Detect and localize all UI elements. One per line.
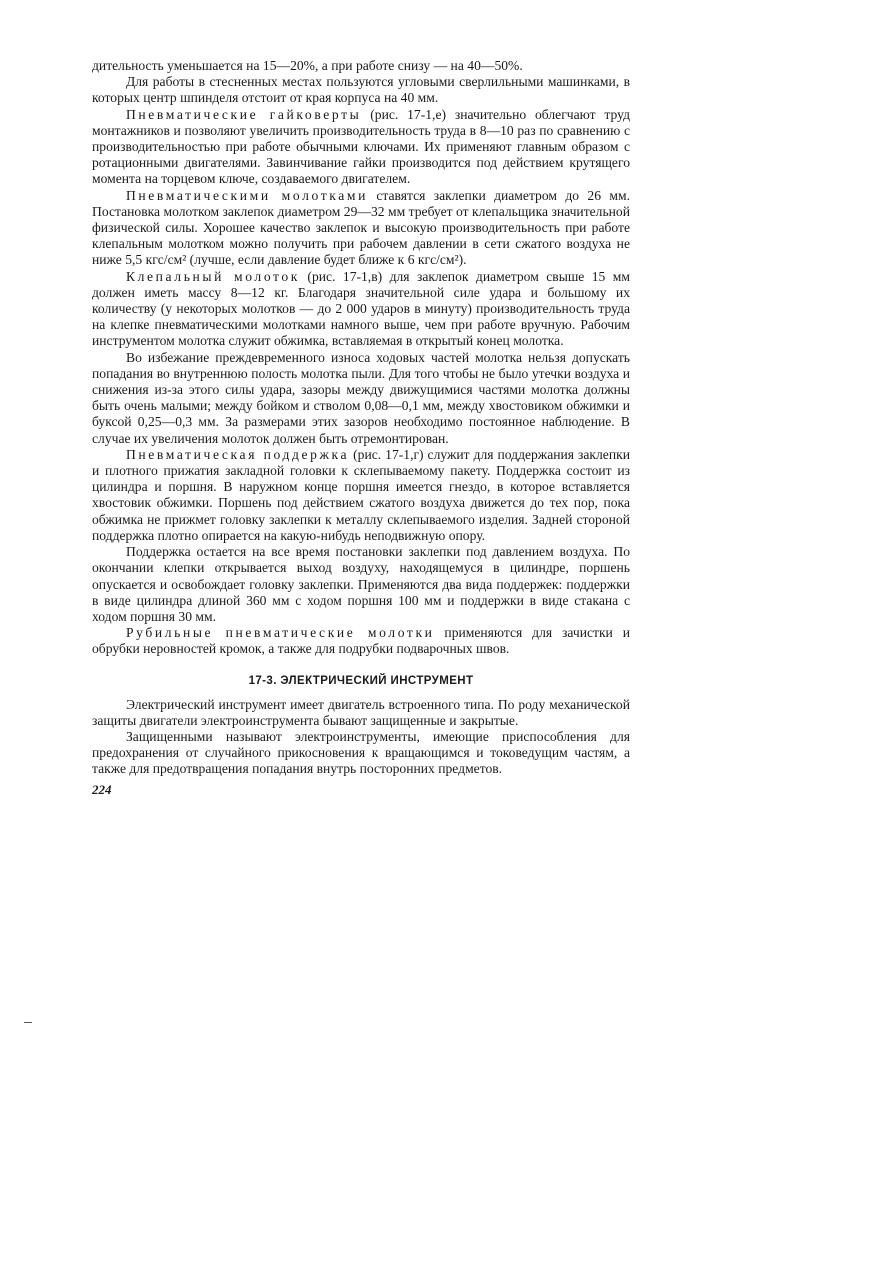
term-chipping-hammers: Рубильные пневматические молотки [126, 625, 435, 641]
term-nutrunners: Пневматические гайковерты [126, 106, 362, 122]
margin-mark [24, 1022, 32, 1023]
paragraph-4: Пневматическими молотками ставятся заклепки диаметром до 26 мм. Постановка молотком заклепок диаметром 29—32 мм требует от клепальщика значительной физической силы. Хорошее качество заклепок и высокую производительность при работе клепальным молотком можно получить при рабочем давлении в сети сжатого воздуха не ниже 5,5 кгс/см² (лучше, если давление будет ближе к 6 кгс/см²). [92, 187, 630, 268]
paragraph-1: дительность уменьшается на 15—20%, а при работе снизу — на 40—50%. [92, 58, 523, 73]
paragraph-5: Клепальный молоток (рис. 17-1,в) для заклепок диаметром свыше 15 мм должен иметь массу 8—12 кг. Благодаря значительной силе удара и большому их количеству (у некоторых молотков — до 2 000 ударов в минуту) производительность труда на клепке пневматическими молотками намного выше, чем при работе вручную. Рабочим инструментом молотка служит обжимка, вставляемая в открытый конец молотка. [92, 268, 630, 349]
section-paragraph-2: Защищенными называют электроинструменты, имеющие приспособления для предохранения от случайного прикосновения к вращающимся и токоведущим частям, а также для предотвращения попадания внутрь посторонних предметов. [92, 728, 630, 777]
paragraph-3: Пневматические гайковерты (рис. 17-1,е) значительно облегчают труд монтажников и позволяют увеличить производительность труда в 8—10 раз по сравнению с производительностью при работе обычными ключами. Их применяют главным образом с ротационными двигателями. Завинчивание гайки производится под действием крутящего момента на торцевом ключе, создаваемого двигателем. [92, 106, 630, 187]
page-number: 224 [92, 781, 112, 797]
document-page [92, 58, 630, 798]
paragraph-8: Поддержка остается на все время постановки заклепки под давлением воздуха. По окончании клепки открывается выход воздуху, находящемуся в цилиндре, поршень опускается и освобождает головку заклепки. Применяются два вида поддержек: поддержки в виде цилиндра длиной 360 мм с ходом поршня 100 мм и поддержки в виде стакана с ходом поршня 30 мм. [92, 544, 630, 624]
paragraph-6: Во избежание преждевременного износа ходовых частей молотка нельзя допускать попадания во внутреннюю полость молотка пыли. Для того чтобы не было утечки воздуха и снижения из-за этого силы удара, зазоры между движущимися частями молотка должны быть очень малыми; между бойком и стволом 0,08—0,1 мм, между хвостовиком обжимки и буксой 0,25—0,3 мм. За размерами этих зазоров необходимо постоянное наблюдение. В случае их увеличения молоток должен быть отремонтирован. [92, 349, 630, 446]
paragraph-9: Рубильные пневматические молотки применяются для зачистки и обрубки неровностей кромок, а также для подрубки подварочных швов. [92, 625, 630, 657]
term-pneumatic-hammers: Пневматическими молотками [126, 187, 368, 203]
section-heading: 17-3. ЭЛЕКТРИЧЕСКИЙ ИНСТРУМЕНТ [248, 674, 474, 687]
paragraph-7: Пневматическая поддержка (рис. 17-1,г) служит для поддержания заклепки и плотного прижатия закладной головки к склепываемому пакету. Поддержка состоит из цилиндра и поршня. В наружном конце поршня имеется гнездо, в которое вставляется хвостовик обжимки. Поршень под действием сжатого воздуха движется до тех пор, пока обжимка не прижмет головку заклепки к металлу склепываемого изделия. Задней стороной поддержка плотно опирается на какую-нибудь неподвижную опору. [92, 446, 630, 543]
term-riveting-hammer: Клепальный молоток [126, 268, 300, 284]
paragraph-2: Для работы в стесненных местах пользуются угловыми сверлильными машинками, в которых центр шпинделя отстоит от края корпуса на 40 мм. [92, 74, 630, 106]
term-pneumatic-holder: Пневматическая поддержка [126, 446, 350, 462]
section-paragraph-1: Электрический инструмент имеет двигатель встроенного типа. По роду механической защиты двигатели электроинструмента бывают защищенные и закрытые. [92, 696, 630, 728]
